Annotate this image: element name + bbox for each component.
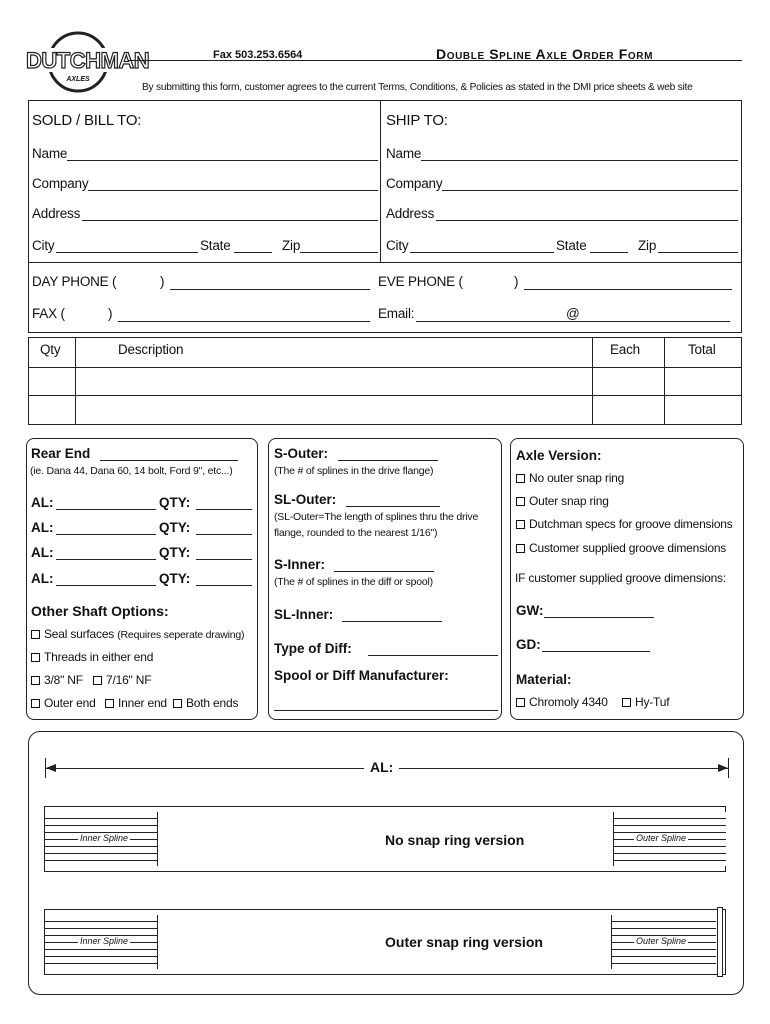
qty-label-1: QTY:: [159, 495, 191, 510]
checkbox[interactable]: [516, 698, 525, 707]
nf38-label: 3/8" NF: [44, 673, 83, 687]
col-header-each: Each: [610, 342, 640, 357]
day-phone-close: ): [160, 274, 165, 289]
if-customer-text: IF customer supplied groove dimensions:: [515, 571, 726, 585]
terms-text: By submitting this form, customer agrees to the current Terms, Conditions, & Policies as stated in the DMI price sheets & web site: [142, 82, 693, 93]
gd-label: GD:: [516, 637, 541, 652]
shaft-no-snap-outer-label: Outer Spline: [636, 833, 687, 843]
snap-ring-groove: [717, 907, 723, 977]
al-field-1[interactable]: [56, 509, 156, 510]
s-outer-field[interactable]: [338, 460, 438, 461]
other-options-heading: Other Shaft Options:: [31, 603, 169, 619]
al-field-3[interactable]: [56, 559, 156, 560]
qty-field-3[interactable]: [196, 559, 252, 560]
sold-address-label: Address: [32, 206, 81, 221]
fax-label: FAX (: [32, 306, 65, 321]
sold-name-label: Name: [32, 146, 68, 161]
eve-phone-field[interactable]: [524, 289, 732, 290]
ship-name-label: Name: [386, 146, 422, 161]
fax-field[interactable]: [118, 321, 370, 322]
ship-address-field[interactable]: [436, 220, 738, 221]
sold-city-label: City: [32, 238, 55, 253]
sl-outer-label: SL-Outer:: [274, 492, 337, 507]
qty-label-4: QTY:: [159, 571, 191, 586]
logo: [26, 30, 150, 94]
outer-end-option[interactable]: [31, 696, 96, 710]
chromoly-label: Chromoly 4340: [529, 695, 608, 709]
hytuf-label: Hy-Tuf: [635, 695, 670, 709]
no-snap-ring-option[interactable]: [516, 471, 624, 485]
fax-number: Fax 503.253.6564: [213, 49, 303, 61]
al-arrow-right-icon: [718, 764, 728, 772]
rear-end-hint: (ie. Dana 44, Dana 60, 14 bolt, Ford 9", etc...): [30, 465, 233, 477]
shaft-no-snap-inner-label: Inner Spline: [80, 833, 129, 843]
ship-company-field[interactable]: [442, 190, 738, 191]
ship-company-label: Company: [386, 176, 443, 191]
al-label-3: AL:: [31, 545, 54, 560]
seal-surfaces-note: (Requires seperate drawing): [117, 629, 245, 641]
checkbox[interactable]: [622, 698, 631, 707]
both-ends-option[interactable]: [173, 696, 238, 710]
sold-zip-label: Zip: [282, 238, 301, 253]
checkbox[interactable]: [31, 699, 40, 708]
ship-name-field[interactable]: [421, 160, 738, 161]
inner-end-option[interactable]: [105, 696, 167, 710]
outer-snap-ring-option[interactable]: [516, 494, 609, 508]
shaft-outer-snap-inner-label: Inner Spline: [80, 936, 129, 946]
outer-snap-version-label: Outer snap ring version: [385, 934, 543, 950]
ship-state-field[interactable]: [590, 252, 628, 253]
order-row-1[interactable]: [29, 368, 741, 395]
diff-type-label: Type of Diff:: [274, 641, 352, 656]
sold-state-field[interactable]: [234, 252, 272, 253]
gd-field[interactable]: [542, 651, 650, 652]
diff-type-field[interactable]: [368, 655, 498, 656]
threads-label: Threads in either end: [44, 650, 154, 664]
al-field-4[interactable]: [56, 585, 156, 586]
threads-option[interactable]: [31, 650, 153, 664]
col-header-qty: Qty: [40, 342, 61, 357]
al-label-4: AL:: [31, 571, 54, 586]
checkbox[interactable]: [31, 630, 40, 639]
axle-version-heading: Axle Version:: [516, 448, 602, 463]
sl-inner-label: SL-Inner:: [274, 607, 334, 622]
ship-city-label: City: [386, 238, 409, 253]
al-dimension-label: AL:: [364, 759, 399, 775]
sold-state-label: State: [200, 238, 231, 253]
checkbox[interactable]: [516, 474, 525, 483]
qty-label-2: QTY:: [159, 520, 191, 535]
dutchman-specs-label: Dutchman specs for groove dimensions: [529, 517, 733, 531]
eve-phone-label: EVE PHONE (: [378, 274, 463, 289]
manufacturer-field[interactable]: [274, 710, 498, 711]
ship-zip-field[interactable]: [658, 252, 738, 253]
sold-company-field[interactable]: [88, 190, 378, 191]
col-header-total: Total: [688, 342, 716, 357]
manufacturer-label: Spool or Diff Manufacturer:: [274, 668, 449, 683]
address-divider-vertical: [380, 100, 381, 263]
customer-groove-label: Customer supplied groove dimensions: [529, 541, 727, 555]
seal-surfaces-option[interactable]: [31, 627, 244, 641]
s-inner-label: S-Inner:: [274, 557, 326, 572]
material-heading: Material:: [516, 672, 572, 687]
s-inner-note: (The # of splines in the diff or spool): [274, 576, 433, 588]
sl-inner-field[interactable]: [342, 621, 442, 622]
day-phone-label: DAY PHONE (: [32, 274, 117, 289]
ship-city-field[interactable]: [410, 252, 554, 253]
logo-text: DUTCHMAN: [26, 48, 150, 73]
ship-zip-label: Zip: [638, 238, 657, 253]
sold-city-field[interactable]: [56, 252, 198, 253]
chromoly-option[interactable]: [516, 695, 608, 709]
s-outer-label: S-Outer:: [274, 446, 328, 461]
no-snap-ring-label: No outer snap ring: [529, 471, 625, 485]
outer-snap-ring-label: Outer snap ring: [529, 494, 609, 508]
checkbox[interactable]: [105, 699, 114, 708]
sl-outer-note-1: (SL-Outer=The length of splines thru the drive: [274, 511, 479, 523]
nf716-label: 7/16" NF: [106, 673, 152, 687]
address-box: [28, 100, 742, 333]
sold-address-field[interactable]: [82, 220, 378, 221]
sold-company-label: Company: [32, 176, 89, 191]
email-label: Email:: [378, 306, 415, 321]
nf716-option[interactable]: [93, 673, 151, 687]
email-at: @: [566, 306, 580, 321]
rear-end-field[interactable]: [100, 460, 238, 461]
checkbox[interactable]: [93, 676, 102, 685]
logo-subtext: AXLES: [66, 76, 90, 83]
ship-to-heading: SHIP TO:: [386, 112, 448, 129]
gw-label: GW:: [516, 603, 544, 618]
fax-close: ): [108, 306, 113, 321]
sold-zip-field[interactable]: [300, 252, 378, 253]
seal-surfaces-label: Seal surfaces: [44, 627, 115, 641]
day-phone-field[interactable]: [170, 289, 370, 290]
checkbox[interactable]: [516, 544, 525, 553]
qty-field-2[interactable]: [196, 534, 252, 535]
al-label-1: AL:: [31, 495, 54, 510]
email-field[interactable]: [416, 321, 730, 322]
customer-groove-option[interactable]: [516, 541, 726, 555]
sold-to-heading: SOLD / BILL TO:: [32, 112, 142, 129]
no-snap-version-label: No snap ring version: [385, 832, 525, 848]
al-dimension-right-tick: [728, 758, 729, 778]
eve-phone-close: ): [514, 274, 519, 289]
checkbox[interactable]: [173, 699, 182, 708]
ship-address-label: Address: [386, 206, 435, 221]
rear-end-heading: Rear End: [31, 446, 91, 461]
checkbox[interactable]: [31, 653, 40, 662]
s-outer-note: (The # of splines in the drive flange): [274, 465, 434, 477]
page-title: Double Spline Axle Order Form: [436, 46, 654, 62]
al-field-2[interactable]: [56, 534, 156, 535]
both-ends-label: Both ends: [186, 696, 239, 710]
order-row-2[interactable]: [29, 396, 741, 424]
qty-label-3: QTY:: [159, 545, 191, 560]
outer-end-label: Outer end: [44, 696, 96, 710]
checkbox[interactable]: [516, 520, 525, 529]
al-label-2: AL:: [31, 520, 54, 535]
al-arrow-left-icon: [46, 764, 56, 772]
sl-outer-field[interactable]: [346, 506, 440, 507]
address-divider-horizontal: [28, 262, 742, 263]
ship-state-label: State: [556, 238, 587, 253]
dutchman-specs-option[interactable]: [516, 517, 733, 531]
qty-field-1[interactable]: [196, 509, 252, 510]
nf38-option[interactable]: [31, 673, 83, 687]
shaft-outer-snap-outer-label: Outer Spline: [636, 936, 687, 946]
checkbox[interactable]: [516, 497, 525, 506]
s-inner-field[interactable]: [334, 571, 434, 572]
col-header-description: Description: [118, 342, 184, 357]
inner-end-label: Inner end: [118, 696, 167, 710]
checkbox[interactable]: [31, 676, 40, 685]
gw-field[interactable]: [544, 617, 654, 618]
qty-field-4[interactable]: [196, 585, 252, 586]
sl-outer-note-2: flange, rounded to the nearest 1/16"): [274, 527, 438, 539]
sold-name-field[interactable]: [67, 160, 378, 161]
hytuf-option[interactable]: [622, 695, 669, 709]
